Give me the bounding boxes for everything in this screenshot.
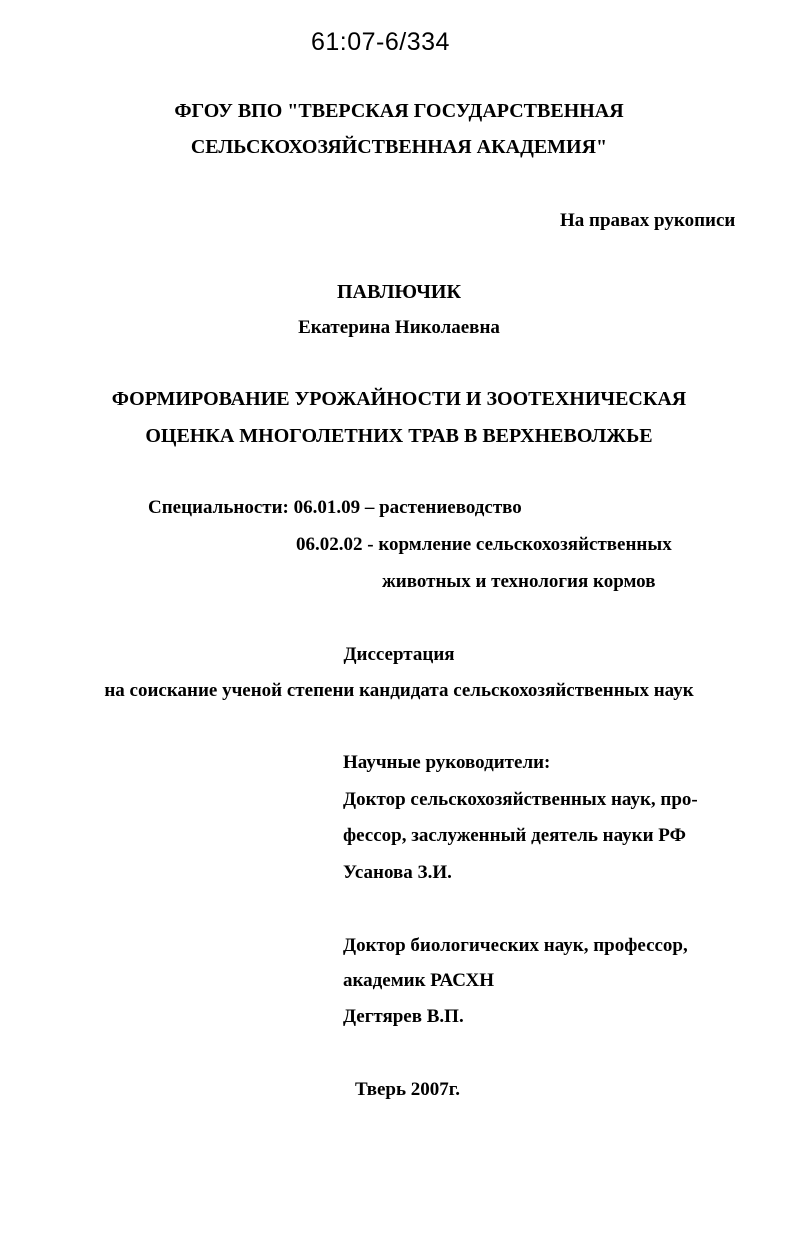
author-surname: ПАВЛЮЧИК xyxy=(337,281,461,303)
supervisor-2-line-1: Доктор биологических наук, профессор, xyxy=(343,935,688,956)
dissertation-degree: на соискание ученой степени кандидата сельскохозяйственных наук xyxy=(104,680,694,701)
dissertation-heading: Диссертация xyxy=(343,644,455,665)
title-line-1: ФОРМИРОВАНИЕ УРОЖАЙНОСТИ И ЗООТЕХНИЧЕСКАЯ xyxy=(111,388,687,410)
specialties-line-3: животных и технология кормов xyxy=(382,571,656,592)
supervisor-2-line-2: академик РАСХН xyxy=(343,970,494,991)
institution-line-1: ФГОУ ВПО "ТВЕРСКАЯ ГОСУДАРСТВЕННАЯ xyxy=(174,100,624,122)
author-given-names: Екатерина Николаевна xyxy=(298,317,500,338)
title-line-2: ОЦЕНКА МНОГОЛЕТНИХ ТРАВ В ВЕРХНЕВОЛЖЬЕ xyxy=(145,425,653,447)
supervisor-1-name: Усанова З.И. xyxy=(343,862,452,883)
institution-line-2: СЕЛЬСКОХОЗЯЙСТВЕННАЯ АКАДЕМИЯ" xyxy=(190,136,608,158)
supervisor-1-line-2: фессор, заслуженный деятель науки РФ xyxy=(343,825,686,846)
specialties-line-2: 06.02.02 - кормление сельскохозяйственных xyxy=(296,534,672,555)
archive-code: 61:07-6/334 xyxy=(311,28,450,56)
supervisors-heading: Научные руководители: xyxy=(343,752,551,773)
place-year: Тверь 2007г. xyxy=(355,1079,461,1100)
supervisor-2-name: Дегтярев В.П. xyxy=(343,1006,464,1027)
specialties-line-1: Специальности: 06.01.09 – растениеводство xyxy=(148,497,522,518)
supervisor-1-line-1: Доктор сельскохозяйственных наук, про- xyxy=(343,789,698,810)
manuscript-rights: На правах рукописи xyxy=(560,210,736,231)
